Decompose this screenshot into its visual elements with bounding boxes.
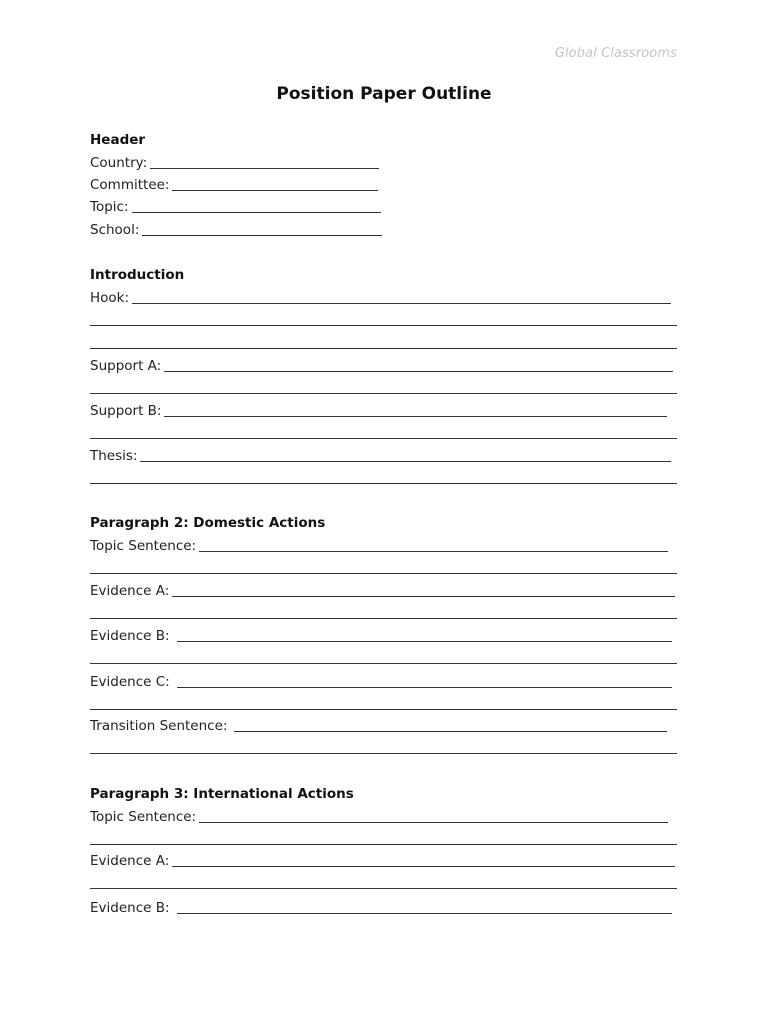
p2-topic-sentence-field[interactable]: [90, 537, 668, 555]
thesis-label: Thesis:: [90, 448, 138, 464]
p2-topic-sentence-continuation-line[interactable]: [90, 573, 677, 574]
p2-evidence-c-field[interactable]: [90, 673, 672, 691]
p3-evidence-a-continuation-line[interactable]: [90, 888, 677, 889]
country-field[interactable]: [90, 154, 379, 172]
p2-evidence-b-blank[interactable]: [177, 641, 672, 642]
p2-topic-sentence-blank[interactable]: [199, 551, 668, 552]
hook-continuation-line[interactable]: [90, 348, 677, 349]
page-title: Position Paper Outline: [276, 84, 492, 104]
committee-field[interactable]: [90, 176, 378, 194]
introduction-section-heading: Introduction: [90, 267, 185, 283]
paragraph-3-section-heading: Paragraph 3: International Actions: [90, 786, 354, 802]
support-b-blank[interactable]: [164, 416, 667, 417]
p3-evidence-b-blank[interactable]: [177, 913, 672, 914]
support-b-continuation-line[interactable]: [90, 438, 677, 439]
topic-blank[interactable]: [132, 212, 381, 213]
paragraph-2-section-heading: Paragraph 2: Domestic Actions: [90, 515, 326, 531]
thesis-continuation-line[interactable]: [90, 483, 677, 484]
committee-label: Committee:: [90, 177, 170, 193]
support-a-blank[interactable]: [164, 371, 673, 372]
p3-topic-sentence-blank[interactable]: [199, 822, 668, 823]
country-label: Country:: [90, 155, 148, 171]
thesis-blank[interactable]: [140, 461, 671, 462]
hook-label: Hook:: [90, 290, 130, 306]
hook-blank[interactable]: [132, 303, 671, 304]
p2-evidence-a-continuation-line[interactable]: [90, 618, 677, 619]
p3-topic-sentence-continuation-line[interactable]: [90, 844, 677, 845]
p2-evidence-b-field[interactable]: [90, 627, 672, 645]
thesis-field[interactable]: [90, 447, 671, 465]
p3-evidence-a-field[interactable]: [90, 852, 675, 870]
hook-field[interactable]: [90, 289, 671, 307]
support-b-field[interactable]: [90, 402, 667, 420]
p3-evidence-a-label: Evidence A:: [90, 853, 170, 869]
committee-blank[interactable]: [172, 190, 378, 191]
p2-transition-continuation-line[interactable]: [90, 753, 677, 754]
p2-evidence-a-blank[interactable]: [172, 596, 675, 597]
p2-transition-blank[interactable]: [234, 731, 667, 732]
support-b-label: Support B:: [90, 403, 162, 419]
p2-topic-sentence-label: Topic Sentence:: [90, 538, 197, 554]
p2-evidence-b-continuation-line[interactable]: [90, 663, 677, 664]
topic-label: Topic:: [90, 199, 129, 215]
school-label: School:: [90, 222, 140, 238]
p2-evidence-b-label: Evidence B:: [90, 628, 170, 644]
p2-transition-field[interactable]: [90, 717, 667, 735]
p2-transition-label: Transition Sentence:: [90, 718, 228, 734]
p3-evidence-b-label: Evidence B:: [90, 900, 170, 916]
support-a-label: Support A:: [90, 358, 162, 374]
school-blank[interactable]: [142, 235, 382, 236]
p3-evidence-b-field[interactable]: [90, 899, 672, 917]
header-section-heading: Header: [90, 132, 146, 148]
p2-evidence-c-label: Evidence C:: [90, 674, 170, 690]
p3-topic-sentence-label: Topic Sentence:: [90, 809, 197, 825]
country-blank[interactable]: [150, 168, 379, 169]
school-field[interactable]: [90, 221, 382, 239]
p2-evidence-a-label: Evidence A:: [90, 583, 170, 599]
p2-evidence-c-blank[interactable]: [177, 687, 672, 688]
hook-continuation-line[interactable]: [90, 325, 677, 326]
topic-field[interactable]: [90, 198, 381, 216]
p2-evidence-a-field[interactable]: [90, 582, 675, 600]
support-a-field[interactable]: [90, 357, 673, 375]
p3-evidence-a-blank[interactable]: [172, 866, 675, 867]
p2-evidence-c-continuation-line[interactable]: [90, 709, 677, 710]
brand-watermark: Global Classrooms: [554, 46, 677, 61]
support-a-continuation-line[interactable]: [90, 393, 677, 394]
p3-topic-sentence-field[interactable]: [90, 808, 668, 826]
